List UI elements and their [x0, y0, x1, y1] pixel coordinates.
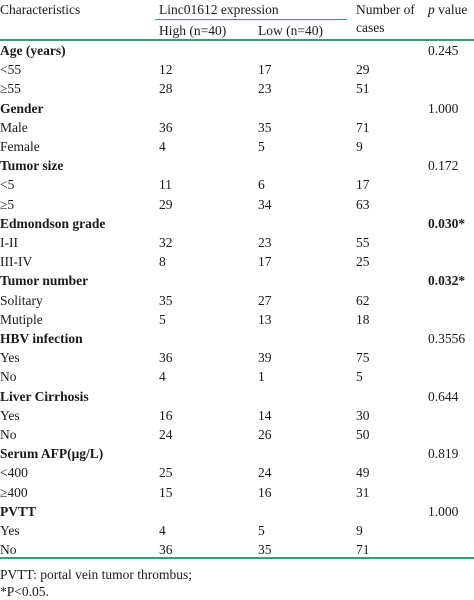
low-count-cell: 24	[258, 465, 272, 481]
cases-count-cell: 5	[356, 369, 363, 385]
footnote-significance: *P<0.05.	[0, 584, 49, 599]
table-row	[0, 79, 474, 98]
category-label: Edmondson grade	[0, 215, 106, 231]
cases-count-cell: 30	[356, 407, 370, 423]
table-row	[0, 195, 474, 214]
low-count-cell: 14	[258, 407, 272, 423]
subgroup-label: No	[0, 369, 17, 385]
low-count-cell: 1	[258, 369, 265, 385]
cases-count-cell: 62	[356, 292, 370, 308]
category-row	[0, 99, 474, 118]
high-count-cell: 16	[159, 407, 173, 423]
cases-count-cell: 49	[356, 465, 370, 481]
high-count-cell: 36	[159, 542, 173, 558]
high-count-cell: 15	[159, 484, 173, 500]
high-count-cell: 12	[159, 62, 173, 78]
high-count-cell: 29	[159, 196, 173, 212]
table-row	[0, 348, 474, 367]
header-subrule	[155, 19, 347, 20]
high-count-cell: 28	[159, 81, 173, 97]
category-label: Gender	[0, 100, 44, 116]
category-row	[0, 214, 474, 233]
low-count-cell: 17	[258, 62, 272, 78]
low-count-cell: 16	[258, 484, 272, 500]
category-row	[0, 271, 474, 290]
cases-count-cell: 9	[356, 523, 363, 538]
category-label: Tumor size	[0, 158, 64, 174]
category-row	[0, 502, 474, 521]
high-count-cell: 32	[159, 235, 173, 250]
category-label: Tumor number	[0, 273, 89, 289]
cases-count-cell: 55	[356, 235, 370, 250]
cases-count-cell: 50	[356, 427, 370, 442]
header-p-value	[428, 2, 467, 18]
header-characteristics: Characteristics	[0, 2, 81, 17]
p-value-cell: 0.032*	[428, 273, 466, 289]
subgroup-label: Yes	[0, 350, 20, 366]
cases-count-cell: 17	[356, 177, 370, 193]
subgroup-label: Yes	[0, 407, 20, 423]
cases-count-cell: 29	[356, 62, 370, 78]
table-header	[0, 0, 474, 40]
high-count-cell: 25	[159, 465, 173, 481]
high-count-cell: 36	[159, 119, 173, 135]
p-value-cell: 0.030*	[428, 215, 466, 231]
category-label: PVTT	[0, 503, 37, 519]
table-row	[0, 175, 474, 194]
cases-count-cell: 25	[356, 254, 370, 270]
category-label: Liver Cirrhosis	[0, 388, 89, 404]
high-count-cell: 11	[159, 177, 172, 193]
cases-count-cell: 71	[356, 119, 370, 135]
p-value-cell: 0.819	[428, 446, 459, 462]
header-cases: cases	[356, 20, 385, 35]
bottom-rule	[0, 557, 474, 559]
high-count-cell: 24	[159, 427, 173, 442]
table-row	[0, 406, 474, 425]
table-row	[0, 310, 474, 329]
low-count-cell: 23	[258, 235, 272, 250]
header-linc-expression: Linc01612 expression	[159, 2, 279, 17]
high-count-cell: 5	[159, 311, 166, 327]
subgroup-label: ≥5	[0, 196, 15, 212]
low-count-cell: 17	[258, 254, 272, 270]
subgroup-label: <55	[0, 62, 22, 78]
subgroup-label: <400	[0, 465, 28, 481]
cases-count-cell: 31	[356, 484, 370, 500]
table-row	[0, 521, 474, 540]
category-label: Serum AFP(μg/L)	[0, 446, 104, 462]
subgroup-label: Male	[0, 119, 28, 135]
table-row	[0, 367, 474, 386]
low-count-cell: 35	[258, 119, 272, 135]
low-count-cell: 13	[258, 311, 272, 327]
low-count-cell: 6	[258, 177, 265, 193]
category-row	[0, 156, 474, 175]
category-label: Age (years)	[0, 43, 66, 58]
cases-count-cell: 63	[356, 196, 370, 212]
low-count-cell: 27	[258, 292, 272, 308]
low-count-cell: 39	[258, 350, 272, 366]
p-value-cell: 1.000	[428, 503, 459, 519]
table-row	[0, 463, 474, 482]
subgroup-label: Female	[0, 139, 40, 154]
subgroup-label: No	[0, 542, 17, 558]
high-count-cell: 4	[159, 369, 166, 385]
low-count-cell: 5	[258, 139, 265, 154]
category-row	[0, 387, 474, 406]
high-count-cell: 8	[159, 254, 166, 270]
table-row	[0, 483, 474, 502]
p-value-cell: 0.172	[428, 158, 459, 174]
subgroup-label: Solitary	[0, 292, 43, 308]
low-count-cell: 35	[258, 542, 272, 558]
header-high: High (n=40)	[159, 23, 227, 38]
subgroup-label: <5	[0, 177, 15, 193]
table-row	[0, 291, 474, 310]
p-value-cell: 0.644	[428, 388, 459, 404]
subgroup-label: Mutiple	[0, 311, 43, 327]
cases-count-cell: 75	[356, 350, 370, 366]
cases-count-cell: 71	[356, 542, 370, 558]
cases-count-cell: 9	[356, 139, 363, 154]
subgroup-label: ≥400	[0, 484, 28, 500]
footnote-pvtt: PVTT: portal vein tumor thrombus;	[0, 567, 193, 582]
p-value-cell: 0.3556	[428, 331, 466, 346]
header-p-rest: value	[438, 2, 468, 17]
table-row	[0, 60, 474, 79]
category-row	[0, 41, 474, 60]
high-count-cell: 4	[159, 523, 166, 538]
table-row	[0, 137, 474, 156]
table-row	[0, 233, 474, 252]
subgroup-label: III-IV	[0, 254, 33, 270]
high-count-cell: 4	[159, 139, 166, 154]
table-row	[0, 252, 474, 271]
low-count-cell: 26	[258, 427, 272, 442]
cases-count-cell: 18	[356, 311, 370, 327]
subgroup-label: ≥55	[0, 81, 21, 97]
high-count-cell: 35	[159, 292, 173, 308]
table-row	[0, 118, 474, 137]
table-row	[0, 425, 474, 444]
low-count-cell: 23	[258, 81, 272, 97]
low-count-cell: 34	[258, 196, 272, 212]
subgroup-label: I-II	[0, 235, 18, 250]
p-value-cell: 1.000	[428, 100, 459, 116]
p-value-cell: 0.245	[428, 43, 459, 58]
header-low: Low (n=40)	[258, 23, 323, 38]
cases-count-cell: 51	[356, 81, 370, 97]
subgroup-label: No	[0, 427, 17, 442]
header-number-of: Number of	[356, 2, 415, 17]
subgroup-label: Yes	[0, 523, 20, 538]
header-p-italic: p	[428, 2, 435, 17]
category-label: HBV infection	[0, 331, 83, 346]
high-count-cell: 36	[159, 350, 173, 366]
low-count-cell: 5	[258, 523, 265, 538]
category-row	[0, 444, 474, 463]
category-row	[0, 329, 474, 348]
